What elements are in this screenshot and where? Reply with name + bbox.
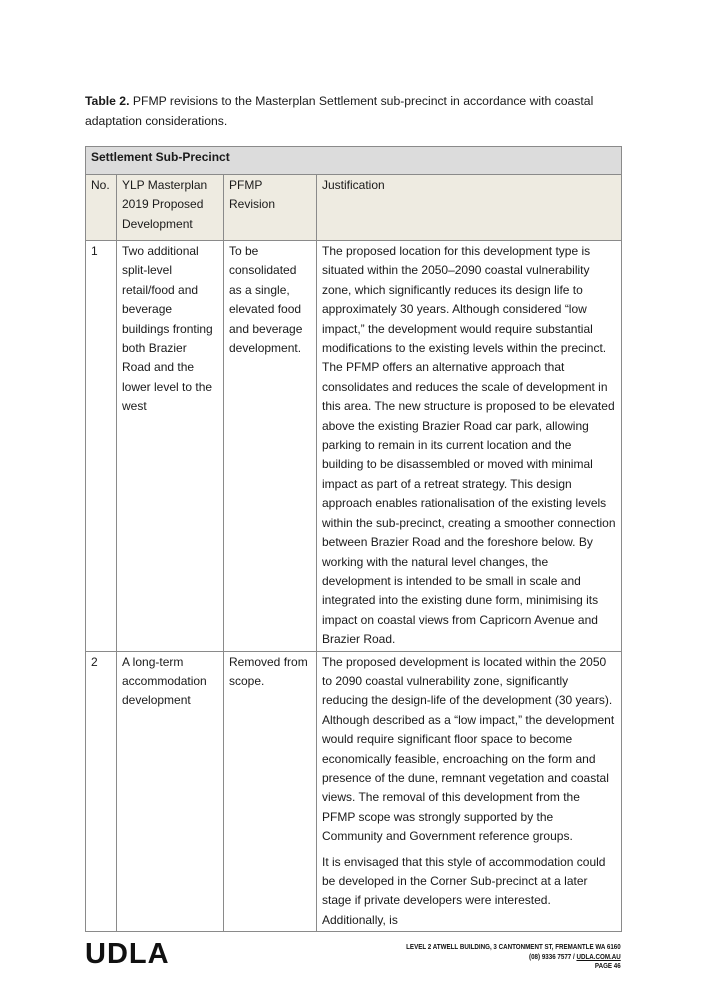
section-title: Settlement Sub-Precinct: [86, 147, 622, 175]
footer-website-link[interactable]: UDLA.COM.AU: [576, 951, 621, 961]
settlement-table: [85, 146, 622, 932]
cell-no: 2: [86, 651, 117, 932]
justification-paragraph: The proposed location for this development type is situated within the 2050–2090 coastal vulnerability zone, which significantly reduces its design life to approximately 30 years. Although considered “low impact,” the development would require substantial modifications to the existing levels within the precinct. The PFMP offers an alternative approach that consolidates and reduces the scale of development in this area. The new structure is proposed to be elevated above the existing Brazier Road car park, allowing parking to remain in its current location and the building to be disassembled or moved with minimal impact as part of a retreat strategy. This design approach enables rationalisation of the existing levels within the sub-precinct, creating a smoother connection between Brazier Road and the foreshore below. By working with the natural level changes, the development is intended to be small in scale and integrated into the existing dune form, minimising its impact on coastal views from Capricorn Avenue and Brazier Road.: [322, 244, 616, 647]
page-number: PAGE 46: [595, 961, 621, 971]
udla-logo: UDLA: [85, 938, 170, 970]
footer-contact: [406, 942, 621, 971]
cell-no: 1: [86, 241, 117, 652]
caption-text: PFMP revisions to the Masterplan Settlement sub-precinct in accordance with coastal adaptation considerations.: [85, 94, 594, 128]
header-revision: PFMP Revision: [224, 175, 317, 241]
cell-justification: [317, 241, 622, 652]
footer-separator: /: [571, 951, 577, 961]
header-no: No.: [86, 175, 117, 241]
header-proposed: YLP Masterplan 2019 Proposed Development: [117, 175, 224, 241]
caption-label: Table 2.: [85, 94, 130, 108]
cell-proposed: A long-term accommodation development: [117, 651, 224, 932]
footer-phone-web: [406, 952, 621, 962]
section-header-row: [86, 147, 622, 175]
header-justification: Justification: [317, 175, 622, 241]
cell-revision: Removed from scope.: [224, 651, 317, 932]
cell-proposed: Two additional split-level retail/food and beverage buildings fronting both Brazier Road and the lower level to the west: [117, 241, 224, 652]
column-header-row: [86, 175, 622, 241]
table-row: [86, 241, 622, 652]
justification-paragraph: The proposed development is located within the 2050 to 2090 coastal vulnerability zone, significantly reducing the design-life of the development (30 years). Although described as a “low impact,” the development would require significant floor space to become economically feasible, encroaching on the form and presence of the dune, remnant vegetation and coastal views. The removal of this development from the PFMP scope was strongly supported by the Community and Government reference groups.: [322, 654, 615, 844]
cell-justification: [317, 651, 622, 932]
footer-address: LEVEL 2 ATWELL BUILDING, 3 CANTONMENT ST, FREMANTLE WA 6160: [406, 942, 621, 951]
cell-revision: To be consolidated as a single, elevated food and beverage development.: [224, 241, 317, 652]
justification-paragraph: It is envisaged that this style of accommodation could be developed in the Corner Sub-precinct at a later stage if private developers were interested. Additionally, is: [322, 854, 606, 927]
table-row: [86, 651, 622, 932]
table-caption: [85, 92, 605, 131]
footer-phone: (08) 9336 7577: [529, 951, 572, 961]
